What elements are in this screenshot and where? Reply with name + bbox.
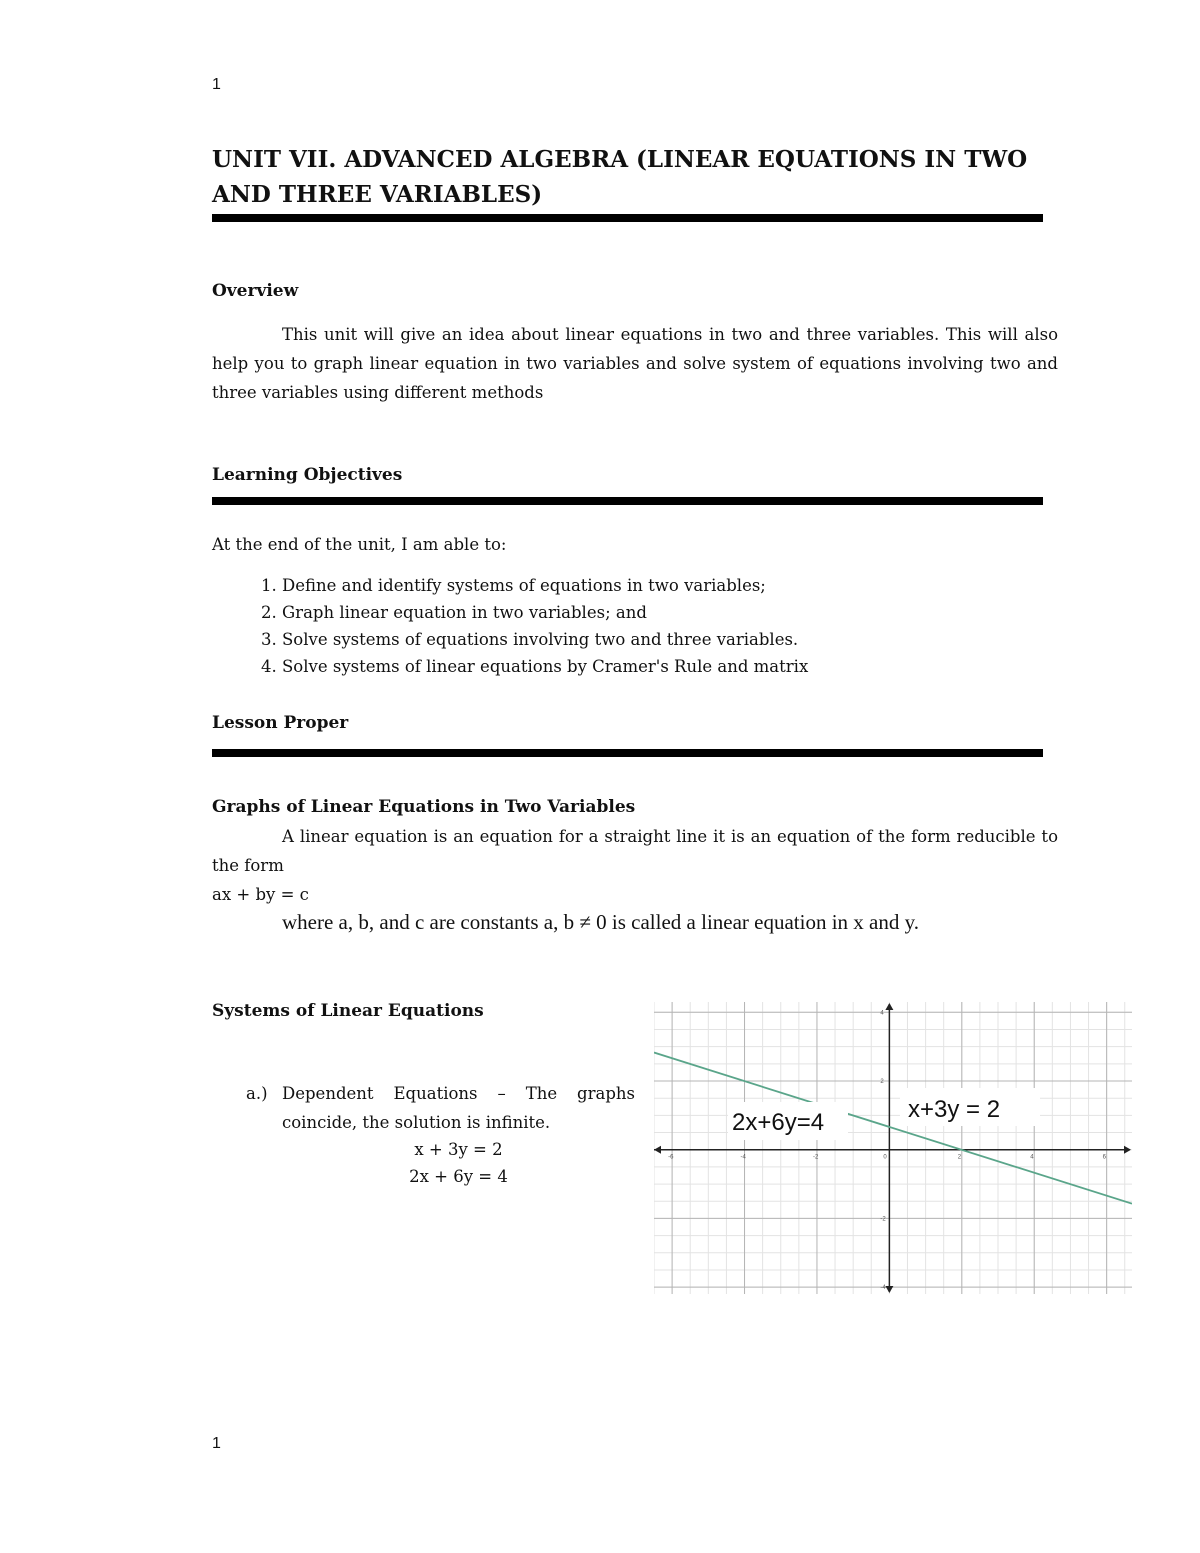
y-tick-label: -4 xyxy=(880,1285,886,1292)
overview-text: This unit will give an idea about linear equations in two and three variables. This will also help you to graph linear equation in two variables and solve system of equations involving two and three variables using different methods xyxy=(212,325,1058,402)
objective-item: 2. Graph linear equation in two variables; and xyxy=(282,599,1082,626)
x-tick-label: 6 xyxy=(1102,1154,1106,1161)
objectives-heading: Learning Objectives xyxy=(212,465,403,485)
x-tick-label: 2 xyxy=(957,1154,962,1161)
where-statement: where a, b, and c are constants a, b ≠ 0 is called a linear equation in x and y. xyxy=(282,910,920,934)
standard-form: ax + by = c xyxy=(212,885,309,904)
y-axis-arrow xyxy=(885,1003,893,1010)
overview-heading: Overview xyxy=(212,281,299,301)
objectives-rule xyxy=(212,497,1043,505)
y-axis-arrow-down xyxy=(885,1286,893,1293)
tick-labels xyxy=(668,1010,1107,1291)
x-tick-label: -4 xyxy=(740,1154,746,1161)
objective-item: 1. Define and identify systems of equations in two variables; xyxy=(282,572,1082,599)
series xyxy=(654,1052,1132,1203)
annotation-x3y: x+3y = 2 xyxy=(908,1096,1001,1123)
grid-minor xyxy=(654,1002,1132,1294)
title-rule xyxy=(212,214,1043,222)
objectives-list xyxy=(212,572,1082,680)
x-axis-arrow xyxy=(1124,1146,1131,1154)
linear-definition: A linear equation is an equation for a straight line it is an equation of the form reducible to the form xyxy=(212,827,1058,875)
x-tick-label: 4 xyxy=(1030,1154,1034,1161)
series-line xyxy=(654,1052,1132,1203)
x-axis-arrow-left xyxy=(654,1146,661,1154)
x-tick-label: 0 xyxy=(883,1154,887,1161)
lesson-heading: Lesson Proper xyxy=(212,713,349,733)
x-tick-label: -6 xyxy=(668,1154,674,1161)
y-tick-label: -2 xyxy=(880,1216,886,1223)
equation-2: 2x + 6y = 4 xyxy=(409,1167,508,1186)
item-marker: a.) xyxy=(246,1084,268,1103)
graphs-subheading: Graphs of Linear Equations in Two Variables xyxy=(212,797,636,817)
equation-1: x + 3y = 2 xyxy=(414,1140,503,1159)
x-tick-label: -2 xyxy=(812,1154,819,1161)
objective-item: 3. Solve systems of equations involving two and three variables. xyxy=(282,626,1082,653)
dependent-description: Dependent Equations – The graphs coincide, the solution is infinite. xyxy=(282,1084,635,1132)
lesson-rule xyxy=(212,749,1043,757)
page-number-top: 1 xyxy=(212,76,221,93)
y-tick-label: 4 xyxy=(880,1010,884,1017)
systems-heading: Systems of Linear Equations xyxy=(212,1001,484,1021)
page-number-bottom: 1 xyxy=(212,1435,221,1452)
dependent-equations-graph xyxy=(654,1002,1132,1294)
grid-major xyxy=(654,1002,1132,1294)
objectives-intro: At the end of the unit, I am able to: xyxy=(212,535,507,554)
unit-title: UNIT VII. ADVANCED ALGEBRA (LINEAR EQUATIONS IN TWO AND THREE VARIABLES) xyxy=(212,146,1028,208)
objective-item: 4. Solve systems of linear equations by Cramer's Rule and matrix xyxy=(282,653,1082,680)
annotation-2x6y: 2x+6y=4 xyxy=(732,1109,825,1136)
y-tick-label: 2 xyxy=(880,1079,884,1086)
